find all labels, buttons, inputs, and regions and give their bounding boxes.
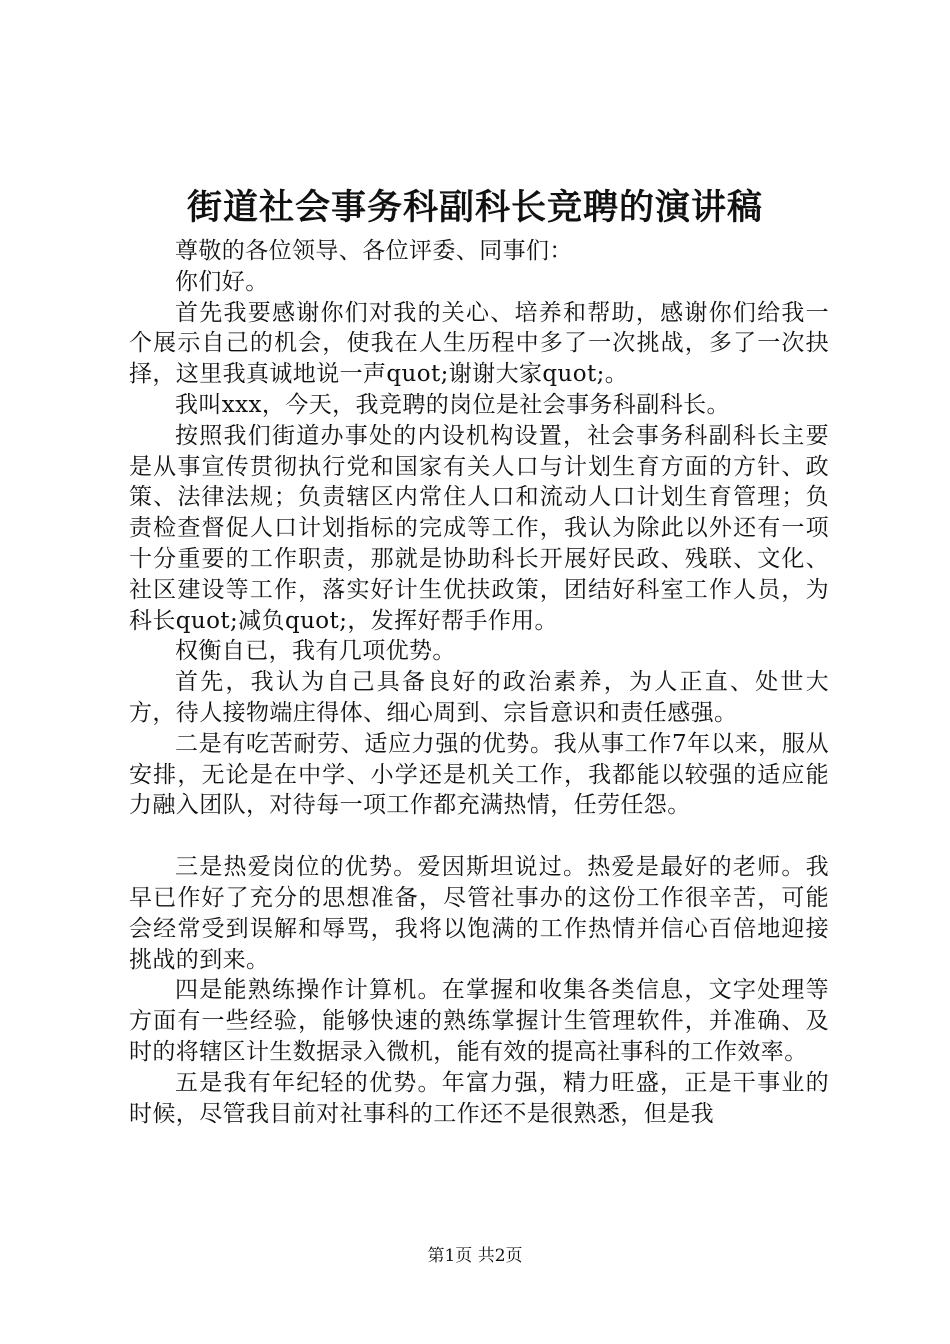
paragraph-strength-5: 五是我有年纪轻的优势。年富力强，精力旺盛，正是干事业的时候，尽管我目前对社事科的工作还不是很熟悉，但是我 <box>129 1069 829 1127</box>
paragraph-strength-3: 三是热爱岗位的优势。爱因斯坦说过。热爱是最好的老师。我早已作好了充分的思想准备，尽管社事办的这份工作很辛苦，可能会经常受到误解和辱骂，我将以饱满的工作热情并信心百倍地迎接挑战的到来。 <box>129 854 829 973</box>
paragraph-introduction: 我叫xxx，今天，我竞聘的岗位是社会事务科副科长。 <box>175 391 730 418</box>
paragraph-strength-2: 二是有吃苦耐劳、适应力强的优势。我从事工作7年以来，服从安排，无论是在中学、小学还是机关工作，我都能以较强的适应能力融入团队，对待每一项工作都充满热情，任劳任怨。 <box>129 730 829 819</box>
paragraph-greeting: 你们好。 <box>175 268 269 295</box>
paragraph-strength-1: 首先，我认为自己具备良好的政治素养，为人正直、处世大方，待人接物端庄得体、细心周到、宗旨意识和责任感强。 <box>129 669 829 726</box>
paragraph-strengths-intro: 权衡自已，我有几项优势。 <box>175 638 456 665</box>
document-body <box>129 236 829 1129</box>
page-number-footer: 第1页 共2页 <box>427 1246 523 1266</box>
document-title: 街道社会事务科副科长竞聘的演讲稿 <box>186 187 763 228</box>
paragraph-thanks: 首先我要感谢你们对我的关心、培养和帮助，感谢你们给我一个展示自己的机会，使我在人生历程中多了一次挑战，多了一次抉择，这里我真诚地说一声quot;谢谢大家quot;。 <box>129 299 829 388</box>
paragraph-salutation: 尊敬的各位领导、各位评委、同事们： <box>175 238 573 264</box>
paragraph-duties: 按照我们街道办事处的内设机构设置，社会事务科副科长主要是从事宣传贯彻执行党和国家有关人口与计划生育方面的方针、政策、法律法规；负责辖区内常住人口和流动人口计划生育管理；负责检查督促人口计划指标的完成等工作，我认为除此以外还有一项十分重要的工作职责，那就是协助科长开展好民政、残联、文化、社区建设等工作，落实好计生优扶政策，团结好科室工作人员，为科长quot;减负quot;，发挥好帮手作用。 <box>129 422 829 634</box>
paragraph-strength-4: 四是能熟练操作计算机。在掌握和收集各类信息，文字处理等方面有一些经验，能够快速的熟练掌握计生管理软件，并准确、及时的将辖区计生数据录入微机，能有效的提高社事科的工作效率。 <box>129 977 829 1065</box>
